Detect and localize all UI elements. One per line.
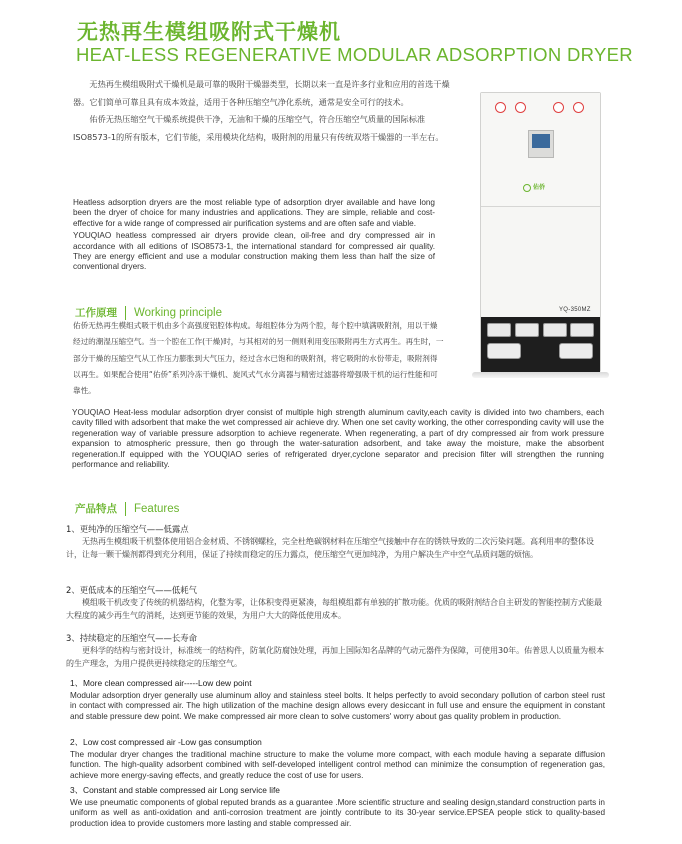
principle-english (72, 408, 604, 470)
feature-cn-3 (66, 632, 606, 670)
feature-en-body: We use pneumatic components of global reputed brands as a guarantee .More scientific structure and sealing design,standard construction parts in uniform as well as anti-oxidation and anti-corrosion treatment are jointly contribute to its 30-year service.EPSEA people stick to quality-based production idea to provide customers more lasting and stable compressed air. (70, 798, 605, 828)
model-label: YQ-350MZ (559, 307, 591, 313)
feature-en-title: 2、Low cost compressed air -Low gas consumption (70, 737, 262, 747)
product-image-dryer (472, 92, 609, 382)
title-english: HEAT-LESS REGENERATIVE MODULAR ADSORPTION DRYER (76, 44, 633, 65)
heading-en: Features (134, 502, 180, 515)
cabinet-lower-panel (481, 207, 600, 317)
feature-cn-body: 无热再生模组吸干机整体使用铝合金材质、不锈钢螺栓，完全杜绝碳钢材料在压缩空气接触中存在的锈铁导致的二次污染问题。高利用率的整体设计，让每一颗干燥剂都得到充分利用，保证了持续而稳定的压力露点，使压缩空气更加纯净，为用户解决生产中空气品质问题的烦恼。 (66, 537, 594, 559)
module-base (481, 317, 600, 372)
feature-cn-2 (66, 584, 606, 622)
principle-en-text: YOUQIAO Heat-less modular adsorption dryer consist of multiple high strength aluminum cavity,each cavity is divided into two chambers, each cavity filled with adsorbent that make the wet compressed air achieve dry. When one set cavity working, the other corresponding cavity will use the regeneration way of variable pressure adsorption to achieve regenerate. When regenerating, a part of dry compressed air from work pressure expansion to atmospheric pressure, then go through the water-saturation adsorbent, and take away the moisture, make the absorbent regeneration.If equipped with the YOUQIAO series of refrigerated dryer,cyclone separator and precision filter will strengthen the running performance and reliability. (72, 408, 604, 470)
feature-en-3 (70, 785, 605, 829)
principle-chinese (73, 318, 445, 399)
brand-logo (523, 182, 561, 194)
dryer-cabinet (480, 92, 601, 372)
feature-cn-title: 2、更低成本的压缩空气——低耗气 (66, 585, 197, 595)
valve-icon (543, 323, 567, 337)
brand-logo-text: 佑侨 (533, 184, 546, 191)
intro-chinese (73, 76, 453, 146)
feature-cn-body: 模组吸干机改变了传统的机器结构，化整为零，让体积变得更紧凑，每组模组都有单独的扩散功能。优质的吸附剂结合自主研发的智能控制方式能最大程度的减少再生气的消耗，达到更节能的效果，为用户大大的降低使用成本。 (66, 598, 602, 620)
brand-logo-icon (523, 184, 531, 192)
feature-en-2 (70, 737, 605, 781)
intro-en-paragraph-1: Heatless adsorption dryers are the most reliable type of adsorption dryer available and have long been the dryer of choice for many industries and applications. They are simple, reliable and cost-effective for a wide range of compressed air purification systems and are often safe and viable. (73, 198, 435, 228)
product-shadow (472, 372, 609, 378)
intro-cn-paragraph-2: 佑侨无热压缩空气干燥系统提供干净，无油和干燥的压缩空气，符合压缩空气质量的国际标准ISO8573-1的所有版本，它们节能，采用模块化结构，吸附剂的用量只有传统双塔干燥器的一半左右。 (73, 114, 444, 142)
pressure-gauge-icon (495, 102, 506, 113)
intro-english (73, 198, 435, 273)
feature-cn-1 (66, 523, 606, 561)
valve-icon (570, 323, 594, 337)
feature-en-title: 1、More clean compressed air-----Low dew point (70, 678, 252, 688)
features-heading (75, 501, 179, 516)
heading-cn: 工作原理 (75, 307, 117, 319)
heading-divider (125, 502, 126, 516)
valve-icon (487, 323, 511, 337)
control-panel (528, 130, 554, 158)
cabinet-upper-panel (481, 93, 600, 207)
pressure-gauge-icon (573, 102, 584, 113)
feature-cn-body: 更科学的结构与密封设计，标准统一的结构件，防氧化防腐蚀处理，再加上国际知名品牌的气动元器件为保障，可使用30年。佑普思人以质量为根本的生产理念，为用户提供更持续稳定的压缩空气。 (66, 646, 605, 668)
manifold-icon (559, 343, 593, 359)
principle-cn-text: 佑侨无热再生模组式吸干机由多个高强度铝腔体构成。每组腔体分为两个腔，每个腔中填满吸附剂，用以干燥经过的潮湿压缩空气。当一个腔在工作(干燥)时，与其相对的另一侧则利用变压吸附再生方式再生。再生时，一部分干燥的压缩空气从工作压力膨胀到大气压力，经过含水已饱和的吸附剂，将它吸附的水份带走，吸附剂得以再生。如果配合使用“佑侨”系列冷冻干燥机、旋风式气水分离器与精密过滤器将增强吸干机的运行性能和可靠性。 (73, 321, 444, 396)
pressure-gauge-icon (553, 102, 564, 113)
feature-en-1 (70, 678, 605, 722)
manifold-icon (487, 343, 521, 359)
intro-cn-paragraph-1: 无热再生模组吸附式干燥机是最可靠的吸附干燥器类型，长期以来一直是许多行业和应用的首选干燥器。它们简单可靠且具有成本效益，适用于各种压缩空气净化系统，通常是安全可行的技术。 (73, 79, 450, 107)
pressure-gauge-icon (515, 102, 526, 113)
control-screen (532, 134, 550, 148)
feature-en-body: The modular dryer changes the traditional machine structure to make the volume more compact, with each module having a separate diffusion function. The high-quality adsorbent combined with self-developed intelligent control method can minimize the consumption of regeneration gas, achieve more energy-saving effects, and greatly reduce the cost of use for users. (70, 750, 605, 780)
feature-en-body: Modular adsorption dryer generally use aluminum alloy and stainless steel bolts. It helps perfectly to avoid secondary pollution of carbon steel rust in contact with compressed air. The high utilization of the machine design allows every desiccant in full use and ensure the equipment in constant and stable pressure dew point. We make compressed air more clean to solve customers' worry about gas quality problem in production. (70, 691, 605, 721)
intro-en-paragraph-2: YOUQIAO heatless compressed air dryers provide clean, oil-free and dry compressed air in accordance with all editions of ISO8573-1, the international standard for compressed air quality. They are energy efficient and use a modular construction making them less than half the size of conventional dryers. (73, 231, 435, 272)
valve-icon (515, 323, 539, 337)
feature-en-title: 3、Constant and stable compressed air Long service life (70, 785, 280, 795)
feature-cn-title: 3、持续稳定的压缩空气——长寿命 (66, 633, 197, 643)
heading-en: Working principle (134, 306, 222, 319)
feature-cn-title: 1、更纯净的压缩空气——低露点 (66, 524, 189, 534)
title-chinese: 无热再生模组吸附式干燥机 (77, 20, 341, 44)
heading-cn: 产品特点 (75, 503, 117, 515)
